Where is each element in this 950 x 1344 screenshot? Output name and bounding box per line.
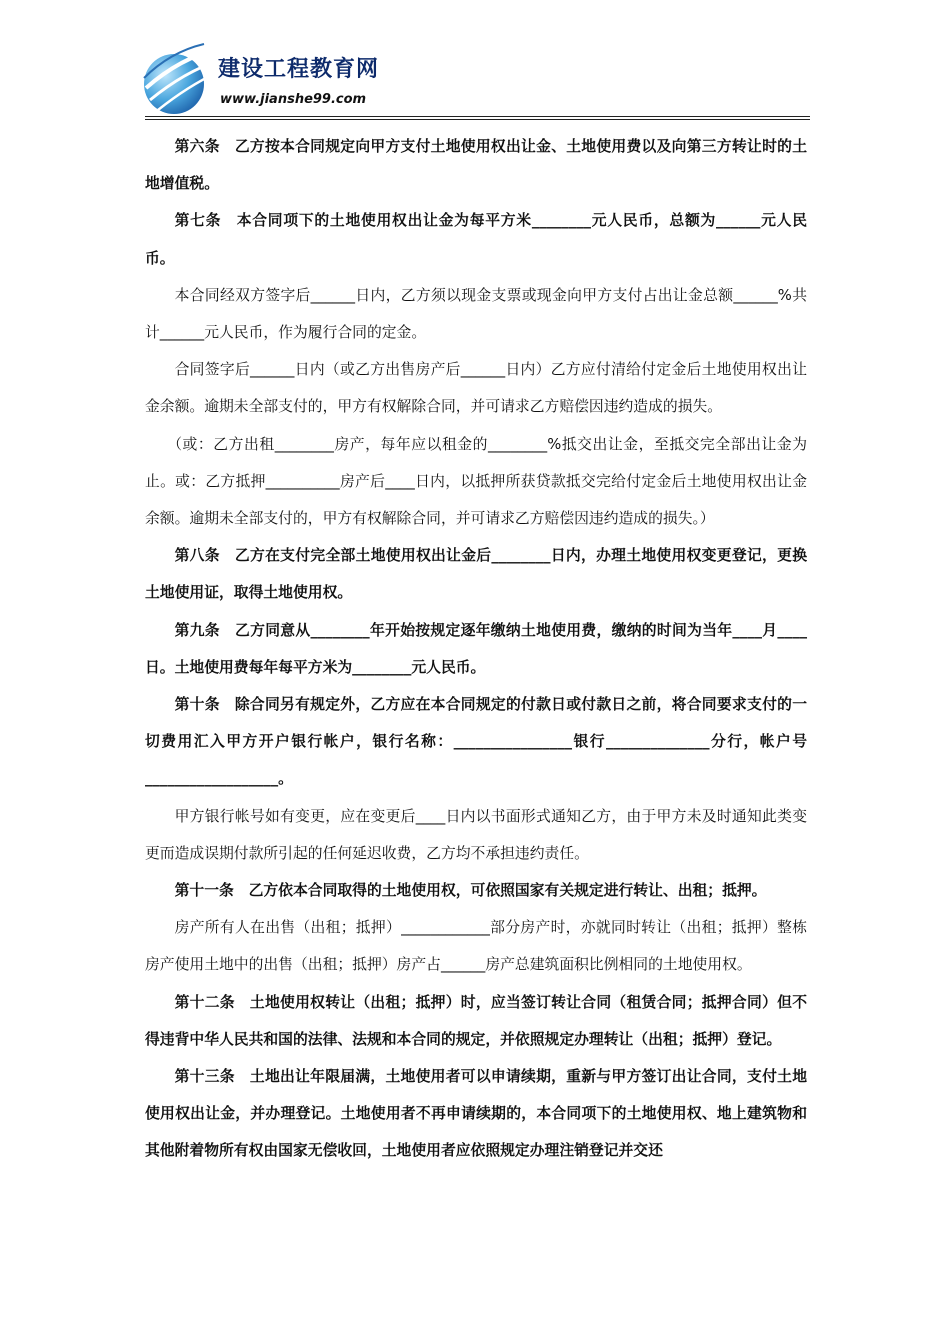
article-10: 第十条 除合同另有规定外，乙方应在本合同规定的付款日或付款日之前，将合同要求支付的一切费用汇入甲方开户银行帐户，银行名称：________________银行______________分行，帐户号__________________。 bbox=[145, 696, 807, 788]
article-8: 第八条 乙方在支付完全部土地使用权出让金后________日内，办理土地使用权变更登记，更换土地使用证，取得土地使用权。 bbox=[145, 547, 807, 602]
paragraph-balance: 合同签字后______日内（或乙方出售房产后______日内）乙方应付清给付定金后土地使用权出让金余额。逾期未全部支付的，甲方有权解除合同，并可请求乙方赔偿因违约造成的损失。 bbox=[145, 361, 807, 416]
article-6: 第六条 乙方按本合同规定向甲方支付土地使用权出让金、土地使用费以及向第三方转让时的土地增值税。 bbox=[145, 138, 807, 193]
logo-url: www.jianshe99.com bbox=[220, 92, 367, 107]
document-body bbox=[145, 128, 807, 1170]
header-divider bbox=[145, 116, 810, 120]
paragraph-property-owner: 房产所有人在出售（出租；抵押）____________部分房产时，亦就同时转让（出租；抵押）整栋房产使用土地中的出售（出租；抵押）房产占______房产总建筑面积比例相同的土地使用权。 bbox=[145, 919, 807, 974]
article-12: 第十二条 土地使用权转让（出租；抵押）时，应当签订转让合同（租赁合同；抵押合同）但不得违背中华人民共和国的法律、法规和本合同的规定，并依照规定办理转让（出租；抵押）登记。 bbox=[145, 993, 807, 1048]
paragraph-deposit: 本合同经双方签字后______日内，乙方须以现金支票或现金向甲方支付占出让金总额______%共计______元人民币，作为履行合同的定金。 bbox=[145, 286, 807, 342]
page-header bbox=[140, 42, 810, 118]
paragraph-alternative: （或：乙方出租________房产，每年应以租金的________%抵交出让金，至抵交完全部出让金为止。或：乙方抵押__________房产后____日内，以抵押所获贷款抵交完给付定金后土地使用权出让金余额。逾期未全部支付的，甲方有权解除合同，并可请求乙方赔偿因违约造成的损失。） bbox=[145, 435, 807, 528]
article-11: 第十一条 乙方依本合同取得的土地使用权，可依照国家有关规定进行转让、出租；抵押。 bbox=[174, 882, 767, 900]
article-9: 第九条 乙方同意从________年开始按规定逐年缴纳土地使用费，缴纳的时间为当年____月____日。土地使用费每年每平方米为________元人民币。 bbox=[145, 621, 807, 676]
logo-title: 建设工程教育网 bbox=[218, 57, 380, 82]
globe-logo-icon bbox=[140, 42, 222, 118]
article-13: 第十三条 土地出让年限届满，土地使用者可以申请续期，重新与甲方签订出让合同，支付土地使用权出让金，并办理登记。土地使用者不再申请续期的，本合同项下的土地使用权、地上建筑物和其他附着物所有权由国家无偿收回，土地使用者应依照规定办理注销登记并交还 bbox=[145, 1068, 807, 1160]
article-7: 第七条 本合同项下的土地使用权出让金为每平方米________元人民币，总额为______元人民币。 bbox=[145, 212, 807, 267]
paragraph-bank-change: 甲方银行帐号如有变更，应在变更后____日内以书面形式通知乙方，由于甲方未及时通知此类变更而造成误期付款所引起的任何延迟收费，乙方均不承担违约责任。 bbox=[145, 807, 807, 862]
